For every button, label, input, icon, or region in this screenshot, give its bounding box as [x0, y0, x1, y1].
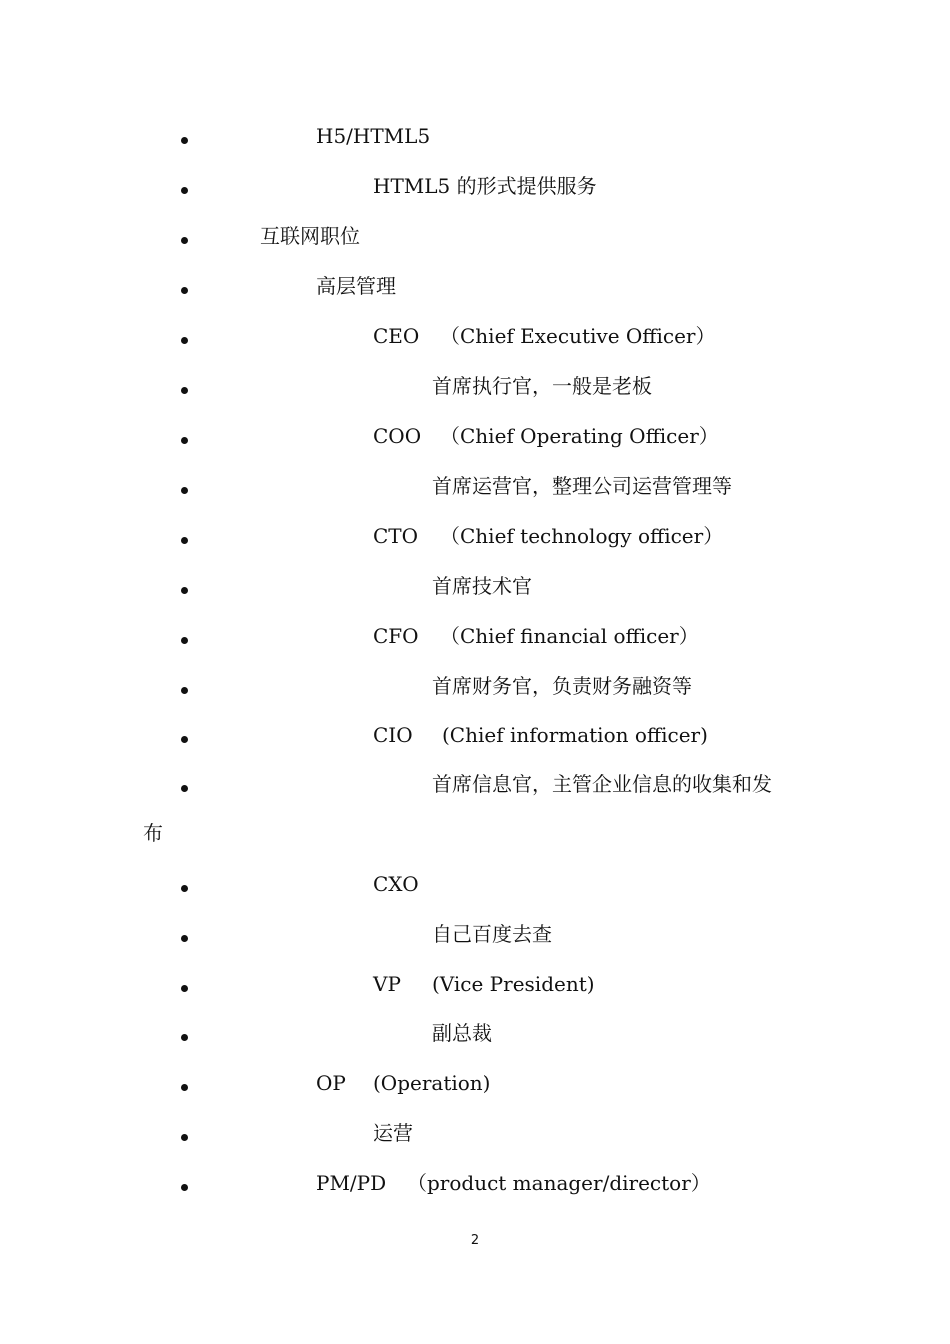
list-item-text: 首席执行官，一般是老板 — [432, 374, 652, 398]
list-item-desc: (Chief information officer) — [442, 723, 708, 747]
list-item-desc: （Chief financial officer） — [440, 624, 699, 648]
bullet — [181, 287, 188, 294]
bullet — [181, 137, 188, 144]
list-item-abbr: COO — [373, 424, 422, 448]
list-item — [0, 521, 950, 551]
bullet — [181, 1184, 188, 1191]
list-item-abbr: CTO — [373, 524, 419, 548]
list-item-text: 自己百度去查 — [432, 922, 552, 946]
list-item — [0, 1118, 950, 1148]
list-item — [0, 471, 950, 501]
list-item-desc: （Chief technology officer） — [440, 524, 724, 548]
continuation-text: 布 — [143, 821, 163, 845]
list-item-abbr: CFO — [373, 624, 419, 648]
list-item-text: 高层管理 — [316, 274, 396, 298]
list-item — [0, 621, 950, 651]
bullet — [181, 437, 188, 444]
bullet — [181, 935, 188, 942]
list-item — [0, 769, 950, 799]
list-item-desc: （Chief Operating Officer） — [440, 424, 719, 448]
list-item — [0, 720, 950, 750]
list-item — [0, 171, 950, 201]
page-number: 2 — [470, 1233, 480, 1248]
list-item — [0, 321, 950, 351]
list-item-text: 运营 — [373, 1121, 413, 1145]
bullet — [181, 985, 188, 992]
bullet — [181, 885, 188, 892]
list-item — [0, 1168, 950, 1198]
bullet — [181, 736, 188, 743]
list-item-abbr: CEO — [373, 324, 420, 348]
list-item — [0, 1018, 950, 1048]
list-item — [0, 371, 950, 401]
list-item-text: CXO — [373, 872, 419, 896]
list-item-text: 首席运营官，整理公司运营管理等 — [432, 474, 732, 498]
list-item-desc: （product manager/director） — [407, 1171, 711, 1195]
list-item — [0, 271, 950, 301]
list-item-abbr: OP — [316, 1071, 346, 1095]
list-item — [0, 671, 950, 701]
list-item-desc: （Chief Executive Officer） — [440, 324, 716, 348]
list-item-abbr: CIO — [373, 723, 413, 747]
bullet — [181, 687, 188, 694]
list-item-text: 首席信息官，主管企业信息的收集和发 — [432, 772, 772, 796]
list-item — [0, 421, 950, 451]
bullet — [181, 1084, 188, 1091]
list-item — [0, 869, 950, 899]
bullet — [181, 237, 188, 244]
list-item — [0, 919, 950, 949]
bullet — [181, 487, 188, 494]
list-item-desc: (Vice President) — [432, 972, 595, 996]
list-item-abbr: PM/PD — [316, 1171, 387, 1195]
list-item — [0, 1068, 950, 1098]
list-item-text: 首席财务官，负责财务融资等 — [432, 674, 692, 698]
bullet — [181, 1134, 188, 1141]
list-item — [0, 571, 950, 601]
list-item-abbr: VP — [373, 972, 401, 996]
list-item-text: 首席技术官 — [432, 574, 532, 598]
bullet — [181, 187, 188, 194]
bullet — [181, 587, 188, 594]
bullet — [181, 637, 188, 644]
bullet — [181, 1034, 188, 1041]
list-item-text: HTML5 的形式提供服务 — [373, 174, 597, 198]
list-item-text: H5/HTML5 — [316, 124, 431, 148]
list-item — [0, 221, 950, 251]
bullet — [181, 537, 188, 544]
list-item-text: 互联网职位 — [260, 224, 360, 248]
list-item — [0, 121, 950, 151]
bullet — [181, 785, 188, 792]
list-item-text: 副总裁 — [432, 1021, 492, 1045]
bullet — [181, 387, 188, 394]
list-item-desc: (Operation) — [373, 1071, 491, 1095]
list-item — [0, 969, 950, 999]
bullet — [181, 337, 188, 344]
